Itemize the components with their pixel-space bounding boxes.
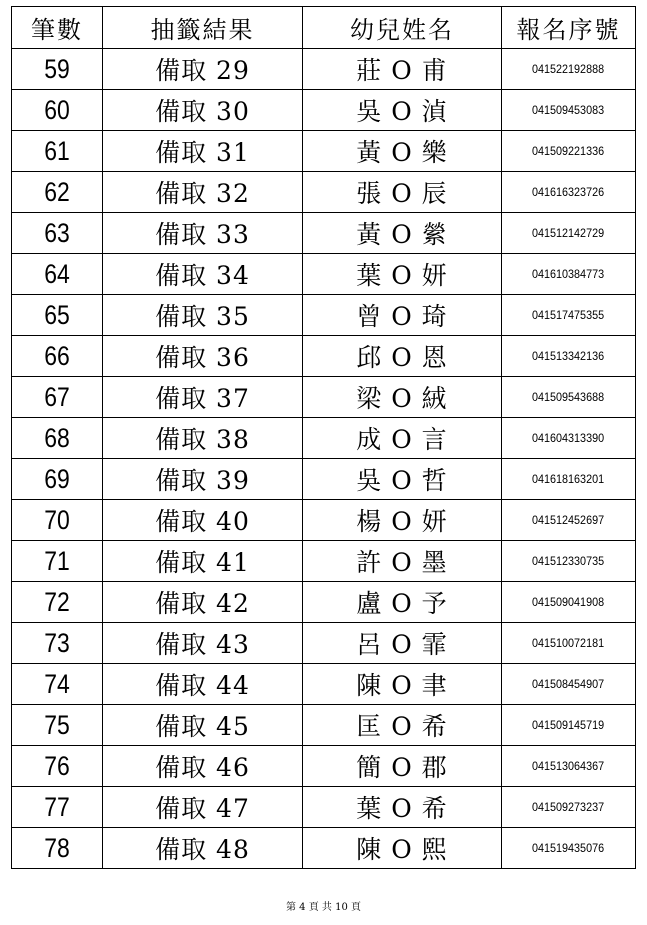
row-count: 66 [12,336,103,377]
row-result: 備取 33 [103,213,303,254]
row-count: 71 [12,541,103,582]
row-count: 69 [12,459,103,500]
row-reg-no: 041512330735 [502,541,636,582]
row-child-name: 梁 O 絨 [303,377,502,418]
table-row [12,582,636,623]
row-child-name: 黃 O 縈 [303,213,502,254]
table-row [12,90,636,131]
row-count: 70 [12,500,103,541]
table-row [12,664,636,705]
row-child-name: 成 O 言 [303,418,502,459]
row-reg-no: 041508454907 [502,664,636,705]
row-count: 60 [12,90,103,131]
row-reg-no: 041510072181 [502,623,636,664]
row-child-name: 盧 O 予 [303,582,502,623]
lottery-result-table [11,6,636,869]
row-result: 備取 42 [103,582,303,623]
row-result: 備取 40 [103,500,303,541]
table-row [12,746,636,787]
row-result: 備取 35 [103,295,303,336]
row-count: 67 [12,377,103,418]
row-result: 備取 47 [103,787,303,828]
row-child-name: 邱 O 恩 [303,336,502,377]
row-count: 64 [12,254,103,295]
row-count: 62 [12,172,103,213]
row-child-name: 許 O 墨 [303,541,502,582]
row-count: 68 [12,418,103,459]
header-reg-no: 報名序號 [502,7,636,49]
row-count: 77 [12,787,103,828]
row-child-name: 黃 O 樂 [303,131,502,172]
row-child-name: 陳 O 聿 [303,664,502,705]
header-child-name: 幼兒姓名 [303,7,502,49]
row-count: 72 [12,582,103,623]
row-child-name: 張 O 辰 [303,172,502,213]
row-result: 備取 45 [103,705,303,746]
row-reg-no: 041509273237 [502,787,636,828]
table-row [12,131,636,172]
row-result: 備取 48 [103,828,303,869]
header-count: 筆數 [12,7,103,49]
row-count: 65 [12,295,103,336]
row-count: 61 [12,131,103,172]
table-row [12,377,636,418]
row-result: 備取 36 [103,336,303,377]
table-row [12,254,636,295]
row-count: 73 [12,623,103,664]
row-reg-no: 041604313390 [502,418,636,459]
row-child-name: 簡 O 郡 [303,746,502,787]
row-result: 備取 46 [103,746,303,787]
row-reg-no: 041618163201 [502,459,636,500]
table-row [12,623,636,664]
row-result: 備取 29 [103,49,303,90]
table-row [12,541,636,582]
row-result: 備取 32 [103,172,303,213]
row-result: 備取 37 [103,377,303,418]
row-reg-no: 041517475355 [502,295,636,336]
row-reg-no: 041522192888 [502,49,636,90]
row-result: 備取 41 [103,541,303,582]
row-result: 備取 39 [103,459,303,500]
row-count: 76 [12,746,103,787]
row-reg-no: 041616323726 [502,172,636,213]
row-result: 備取 31 [103,131,303,172]
row-count: 78 [12,828,103,869]
table-row [12,787,636,828]
row-result: 備取 43 [103,623,303,664]
row-child-name: 匡 O 希 [303,705,502,746]
row-reg-no: 041509453083 [502,90,636,131]
row-result: 備取 30 [103,90,303,131]
page-number-footer: 第 4 頁 共 10 頁 [286,902,361,913]
row-reg-no: 041509041908 [502,582,636,623]
table-row [12,336,636,377]
row-reg-no: 041513342136 [502,336,636,377]
table-row [12,172,636,213]
table-row [12,418,636,459]
row-child-name: 呂 O 霏 [303,623,502,664]
row-child-name: 葉 O 希 [303,787,502,828]
row-count: 75 [12,705,103,746]
table-row [12,705,636,746]
row-reg-no: 041509221336 [502,131,636,172]
row-child-name: 曾 O 琦 [303,295,502,336]
row-reg-no: 041519435076 [502,828,636,869]
table-row [12,500,636,541]
row-child-name: 吳 O 哲 [303,459,502,500]
table-row [12,828,636,869]
table-row [12,213,636,254]
row-reg-no: 041610384773 [502,254,636,295]
row-child-name: 莊 O 甫 [303,49,502,90]
table-body [12,49,636,869]
row-reg-no: 041513064367 [502,746,636,787]
row-child-name: 楊 O 妍 [303,500,502,541]
row-child-name: 陳 O 熙 [303,828,502,869]
row-reg-no: 041512142729 [502,213,636,254]
table-row [12,49,636,90]
table-row [12,459,636,500]
row-count: 63 [12,213,103,254]
row-reg-no: 041512452697 [502,500,636,541]
row-reg-no: 041509543688 [502,377,636,418]
row-result: 備取 44 [103,664,303,705]
row-child-name: 葉 O 妍 [303,254,502,295]
row-result: 備取 38 [103,418,303,459]
table-row [12,295,636,336]
row-count: 74 [12,664,103,705]
row-count: 59 [12,49,103,90]
header-result: 抽籤結果 [103,7,303,49]
row-child-name: 吳 O 湞 [303,90,502,131]
row-result: 備取 34 [103,254,303,295]
table-header-row [12,7,636,49]
row-reg-no: 041509145719 [502,705,636,746]
